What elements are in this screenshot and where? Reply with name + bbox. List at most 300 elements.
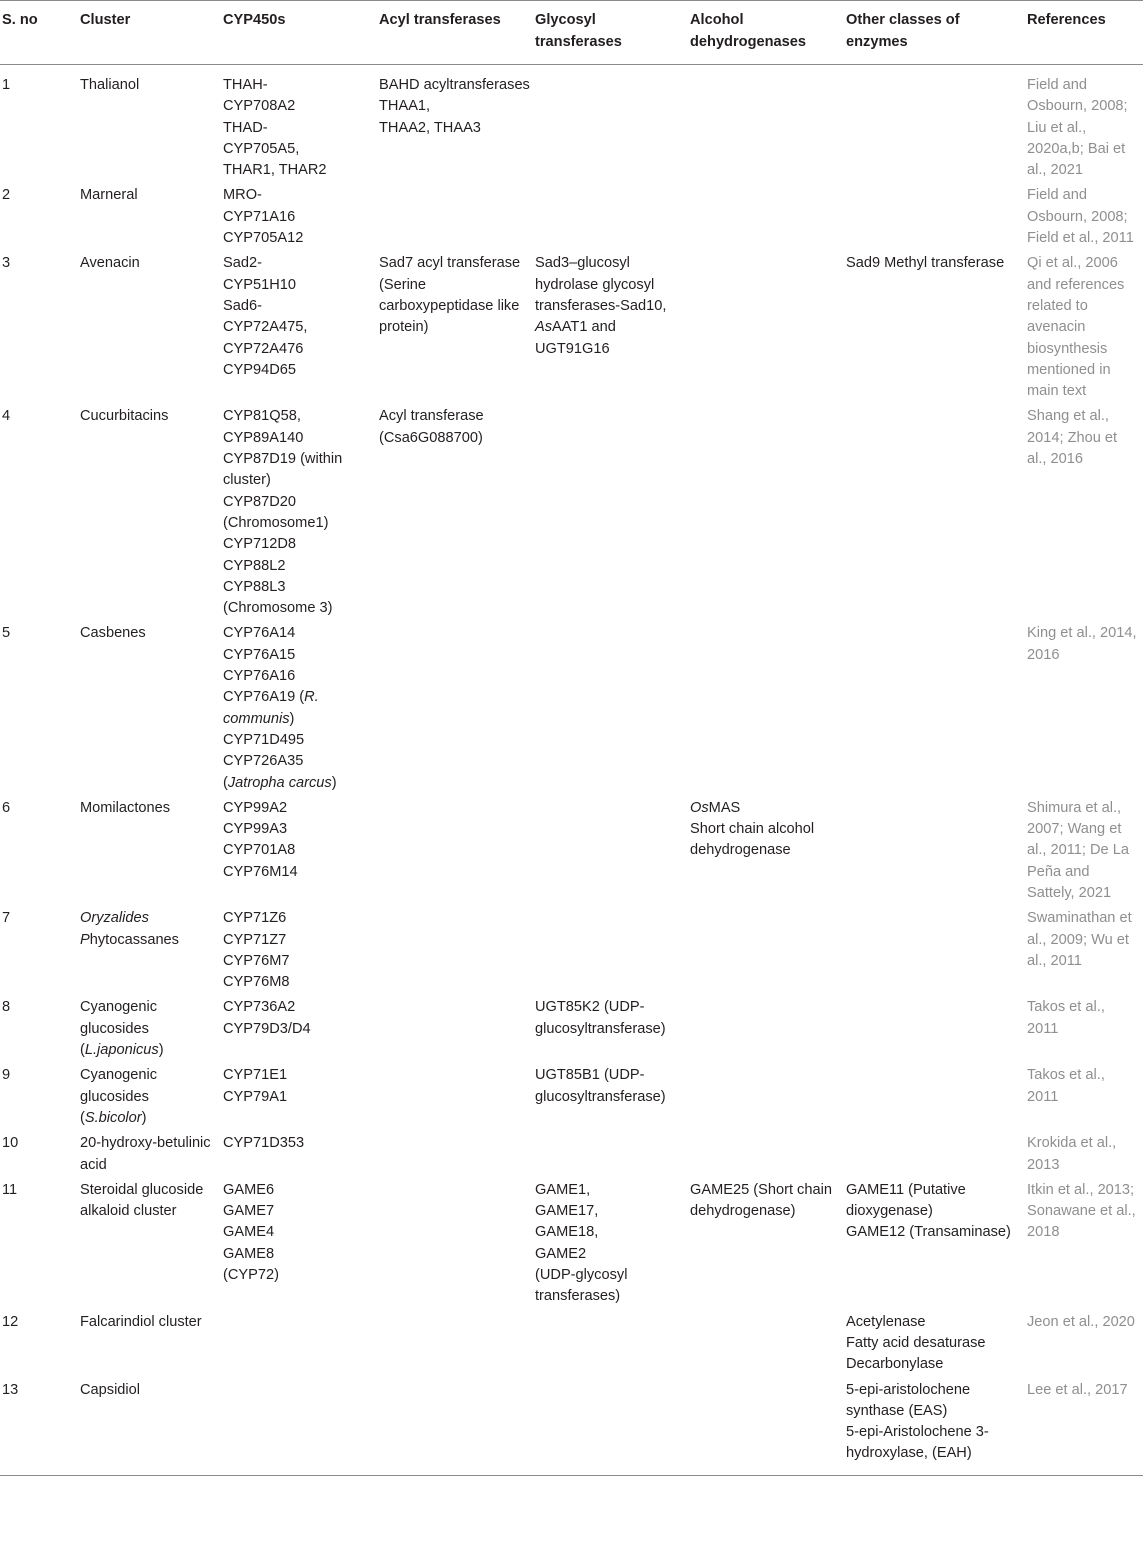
cell-cluster: [80, 908, 223, 997]
cell-references: [1027, 1180, 1143, 1312]
cell-line: [223, 862, 375, 883]
cell-text: CYP701A8: [223, 842, 296, 859]
reference-text: Shang et al., 2014; Zhou et al., 2016: [1027, 408, 1118, 468]
cell-text: CYP71A16: [223, 208, 296, 225]
cell-line: [223, 160, 375, 181]
cell-line: [223, 1222, 375, 1243]
cell-text: CYP76M7: [223, 952, 290, 969]
cell-text: ): [331, 774, 337, 791]
cell-text: UGT85B1 (UDP-glucosyltransferase): [535, 1067, 666, 1105]
cell-text: CYP712D8: [223, 536, 297, 553]
table-row: [0, 406, 1143, 623]
cell-other-enzymes: [846, 623, 1027, 797]
header-sno: S. no: [0, 1, 80, 65]
cell-other-enzymes: [846, 253, 1027, 406]
cell-references: [1027, 1065, 1143, 1133]
cell-text: Sad3–glucosyl hydrolase glycosyl transferases-Sad10,: [535, 255, 667, 314]
cell-line: [223, 296, 375, 317]
cell-text: (UDP-glycosyl transferases): [535, 1267, 628, 1305]
cell-sno: [0, 1065, 80, 1133]
cell-text: CYP51H10: [223, 276, 297, 293]
cell-text: Sad2-: [223, 255, 262, 272]
cell-alcohol-dehydrogenases: [690, 1380, 846, 1476]
cell-text: CYP94D65: [223, 361, 297, 378]
cell-line: [223, 360, 375, 381]
header-cluster: Cluster: [80, 1, 223, 65]
cell-sno: [0, 253, 80, 406]
cell-text: 10: [2, 1135, 19, 1152]
cell-text: GAME12 (Transaminase): [846, 1224, 1011, 1241]
cell-alcohol-dehydrogenases: [690, 798, 846, 908]
cell-cluster: [80, 1133, 223, 1180]
cell-cyp450s: [223, 1065, 379, 1133]
cell-line: [846, 1333, 1023, 1354]
cell-line: [223, 840, 375, 861]
cell-line: [223, 339, 375, 360]
reference-text: Krokida et al., 2013: [1027, 1135, 1117, 1173]
cell-line: [535, 1065, 686, 1108]
cell-other-enzymes: [846, 997, 1027, 1065]
cell-sno: [0, 908, 80, 997]
cell-text: 3: [2, 255, 11, 272]
cell-text: 5-epi-Aristolochene 3-hydroxylase, (EAH): [846, 1424, 989, 1462]
cell-text: Fatty acid desaturase: [846, 1334, 986, 1351]
cell-text: GAME4: [223, 1224, 275, 1241]
cell-line: [80, 997, 219, 1061]
cell-text: CYP76A16: [223, 668, 296, 685]
cell-line: [690, 798, 842, 819]
cell-line: [223, 1133, 375, 1154]
italic-text: Oryzalides: [80, 910, 149, 927]
cell-text: BAHD acyltransferases: [379, 77, 530, 93]
cell-line: [379, 75, 531, 96]
cell-line: [846, 1380, 1023, 1423]
cell-line: [80, 1180, 219, 1223]
cell-line: [223, 773, 375, 794]
cell-line: [379, 406, 531, 449]
cell-alcohol-dehydrogenases: [690, 65, 846, 186]
cell-glycosyl-transferases: [535, 908, 690, 997]
cell-cyp450s: [223, 908, 379, 997]
cell-line: [223, 75, 375, 96]
cell-alcohol-dehydrogenases: [690, 908, 846, 997]
cell-text: GAME25 (Short chain dehydrogenase): [690, 1181, 832, 1220]
italic-text: R. communis: [223, 689, 319, 727]
cell-text: Falcarindiol cluster: [80, 1313, 202, 1330]
cell-line: [223, 449, 375, 492]
cell-cyp450s: [223, 65, 379, 186]
cell-text: THAH-: [223, 77, 268, 93]
cell-line: [223, 317, 375, 338]
cell-text: 13: [2, 1381, 19, 1398]
reference-text: Jeon et al., 2020: [1027, 1313, 1135, 1330]
cell-text: CYP76A15: [223, 646, 296, 663]
cell-line: [846, 1354, 1023, 1375]
cell-line: [223, 997, 375, 1018]
cell-alcohol-dehydrogenases: [690, 253, 846, 406]
cell-cluster: [80, 798, 223, 908]
cell-line: [80, 1380, 219, 1401]
cell-text: MRO-: [223, 187, 262, 204]
cell-text: CYP79A1: [223, 1088, 288, 1105]
cell-cyp450s: [223, 1380, 379, 1476]
table-row: [0, 1380, 1143, 1476]
cell-acyl-transferases: [379, 1133, 535, 1180]
cell-cyp450s: [223, 1133, 379, 1180]
cell-references: [1027, 908, 1143, 997]
header-other-enzymes: Other classes of enzymes: [846, 1, 1027, 65]
cell-text: 1: [2, 77, 11, 93]
cell-text: Cyanogenic glucosides (: [80, 999, 158, 1059]
cell-line: [223, 406, 375, 427]
cell-text: CYP72A476: [223, 340, 304, 357]
cell-text: Decarbonylase: [846, 1356, 944, 1373]
reference-text: Swaminathan et al., 2009; Wu et al., 2011: [1027, 910, 1132, 969]
cell-alcohol-dehydrogenases: [690, 1180, 846, 1312]
cell-line: [223, 645, 375, 666]
cell-references: [1027, 185, 1143, 253]
table-row: [0, 253, 1143, 406]
header-cyp450s: CYP450s: [223, 1, 379, 65]
cell-other-enzymes: [846, 185, 1027, 253]
header-row: [0, 1, 1143, 65]
cell-text: 7: [2, 910, 11, 927]
cell-other-enzymes: [846, 1380, 1027, 1476]
cell-alcohol-dehydrogenases: [690, 185, 846, 253]
cell-text: CYP99A2: [223, 799, 288, 816]
cell-line: [80, 253, 219, 274]
cell-line: [223, 1180, 375, 1201]
cell-line: [80, 930, 219, 951]
cell-line: [846, 1422, 1023, 1465]
cell-line: [846, 1222, 1023, 1243]
cell-text: Cyanogenic glucosides (: [80, 1067, 158, 1126]
cell-line: [80, 406, 219, 427]
cell-text: Avenacin: [80, 255, 140, 272]
cell-cyp450s: [223, 623, 379, 797]
cell-line: [379, 118, 531, 139]
cell-sno: [0, 406, 80, 623]
table-row: [0, 65, 1143, 186]
cell-cyp450s: [223, 997, 379, 1065]
cell-sno: [0, 997, 80, 1065]
cell-text: 11: [2, 1181, 18, 1198]
cell-line: [535, 1222, 686, 1243]
cell-acyl-transferases: [379, 406, 535, 623]
cell-other-enzymes: [846, 1180, 1027, 1312]
cell-text: GAME1,: [535, 1181, 591, 1198]
cell-references: [1027, 253, 1143, 406]
header-acyl-transferases: Acyl transferases: [379, 1, 535, 65]
cell-alcohol-dehydrogenases: [690, 406, 846, 623]
cell-glycosyl-transferases: [535, 1133, 690, 1180]
cell-references: [1027, 997, 1143, 1065]
cell-references: [1027, 1133, 1143, 1180]
cell-sno: [0, 1380, 80, 1476]
cell-text: hytocassanes: [89, 931, 179, 948]
cell-text: UGT85K2 (UDP-glucosyltransferase): [535, 999, 666, 1037]
cell-other-enzymes: [846, 798, 1027, 908]
cell-line: [846, 253, 1023, 274]
cell-text: 20-hydroxy-betulinic acid: [80, 1135, 211, 1173]
cell-acyl-transferases: [379, 65, 535, 186]
cell-text: Acyl transferase (Csa6G088700): [379, 408, 484, 446]
reference-text: Lee et al., 2017: [1027, 1381, 1128, 1398]
table-row: [0, 997, 1143, 1065]
cell-text: 8: [2, 999, 11, 1016]
cell-sno: [0, 1312, 80, 1380]
cell-text: THAD-: [223, 119, 268, 136]
header-glycosyl-transferases: Glycosyl transferases: [535, 1, 690, 65]
cell-acyl-transferases: [379, 185, 535, 253]
cell-acyl-transferases: [379, 908, 535, 997]
cell-text: THAA1,: [379, 98, 431, 115]
cell-acyl-transferases: [379, 798, 535, 908]
cell-line: [223, 972, 375, 993]
reference-text: King et al., 2014, 2016: [1027, 625, 1137, 663]
cell-line: [223, 751, 375, 772]
cell-line: [80, 75, 219, 96]
cell-references: [1027, 798, 1143, 908]
cell-text: CYP76A14: [223, 625, 296, 642]
cell-references: [1027, 406, 1143, 623]
cell-text: 2: [2, 187, 11, 204]
cell-glycosyl-transferases: [535, 623, 690, 797]
cell-text: Capsidiol: [80, 1381, 141, 1398]
italic-text: Os: [690, 799, 709, 816]
cell-line: [223, 96, 375, 117]
cell-line: [223, 253, 375, 274]
reference-text: Takos et al., 2011: [1027, 1067, 1105, 1105]
reference-text: Qi et al., 2006 and references related to avenacin biosynthesis mentioned in main text: [1027, 255, 1125, 400]
cell-sno: [0, 1180, 80, 1312]
cell-line: [223, 1201, 375, 1222]
cell-glycosyl-transferases: [535, 253, 690, 406]
cell-references: [1027, 623, 1143, 797]
cell-line: [223, 275, 375, 296]
italic-text: Jatropha carcus: [227, 774, 332, 791]
cell-text: CYP708A2: [223, 98, 296, 115]
cell-text: THAA2, THAA3: [379, 119, 481, 136]
cell-text: CYP76A19 (: [223, 689, 305, 706]
cell-line: [223, 428, 375, 449]
cell-text: ): [141, 1109, 147, 1126]
cell-text: (CYP72): [223, 1267, 279, 1284]
cell-text: Short chain alcohol dehydrogenase: [690, 821, 815, 859]
cell-line: [223, 1265, 375, 1286]
header-references: References: [1027, 1, 1143, 65]
italic-text: L.japonicus: [84, 1042, 159, 1059]
cell-line: [223, 908, 375, 929]
cell-text: THAR1, THAR2: [223, 162, 327, 179]
cell-sno: [0, 623, 80, 797]
cell-text: AAT1 and UGT91G16: [535, 319, 616, 357]
cell-line: [223, 730, 375, 751]
cell-line: [223, 185, 375, 206]
table-body: [0, 65, 1143, 1476]
cell-cluster: [80, 406, 223, 623]
cell-sno: [0, 798, 80, 908]
italic-text: P: [80, 931, 90, 948]
table-row: [0, 908, 1143, 997]
cell-cluster: [80, 65, 223, 186]
cell-cyp450s: [223, 253, 379, 406]
cell-line: [223, 534, 375, 555]
cell-line: [223, 492, 375, 535]
cell-text: Sad6-: [223, 297, 262, 314]
cell-sno: [0, 65, 80, 186]
reference-text: Field and Osbourn, 2008; Field et al., 2011: [1027, 187, 1134, 247]
cell-cluster: [80, 253, 223, 406]
cell-line: [80, 1065, 219, 1129]
cell-cyp450s: [223, 185, 379, 253]
cell-references: [1027, 1312, 1143, 1380]
cell-line: [80, 908, 219, 929]
table-row: [0, 1133, 1143, 1180]
cell-line: [223, 228, 375, 249]
cell-text: CYP81Q58,: [223, 408, 301, 425]
cell-cluster: [80, 1380, 223, 1476]
cell-line: [223, 556, 375, 577]
cell-cluster: [80, 623, 223, 797]
cell-text: CYP88L2: [223, 557, 286, 574]
cell-text: CYP99A3: [223, 821, 288, 838]
cell-line: [223, 1065, 375, 1086]
cell-line: [690, 1180, 842, 1223]
cell-cluster: [80, 1312, 223, 1380]
cell-other-enzymes: [846, 1133, 1027, 1180]
cell-other-enzymes: [846, 65, 1027, 186]
cell-line: [379, 96, 531, 117]
reference-text: Takos et al., 2011: [1027, 999, 1105, 1037]
cell-text: GAME17,: [535, 1203, 599, 1220]
cell-text: CYP89A140: [223, 429, 304, 446]
cell-alcohol-dehydrogenases: [690, 623, 846, 797]
cell-text: 5-epi-aristolochene synthase (EAS): [846, 1381, 971, 1419]
cell-text: Sad7 acyl transferase (Serine carboxypeptidase like protein): [379, 255, 521, 336]
cell-text: Cucurbitacins: [80, 408, 169, 425]
cell-text: 5: [2, 625, 11, 642]
cell-line: [535, 1180, 686, 1201]
cell-text: CYP79D3/D4: [223, 1020, 311, 1037]
cell-acyl-transferases: [379, 1180, 535, 1312]
italic-text: As: [535, 319, 553, 336]
cell-line: [80, 623, 219, 644]
cell-glycosyl-transferases: [535, 798, 690, 908]
cell-sno: [0, 185, 80, 253]
table-row: [0, 623, 1143, 797]
reference-text: Itkin et al., 2013; Sonawane et al., 2018: [1027, 1181, 1136, 1241]
cell-text: 6: [2, 799, 11, 816]
table-row: [0, 185, 1143, 253]
cell-acyl-transferases: [379, 253, 535, 406]
cell-acyl-transferases: [379, 1312, 535, 1380]
reference-text: Field and Osbourn, 2008; Liu et al., 2020a,b; Bai et al., 2021: [1027, 77, 1128, 179]
cell-cyp450s: [223, 1312, 379, 1380]
cell-line: [223, 577, 375, 620]
cell-acyl-transferases: [379, 1380, 535, 1476]
cell-glycosyl-transferases: [535, 406, 690, 623]
header-alcohol-dehydrogenases: Alcohol dehydrogenases: [690, 1, 846, 65]
cell-text: GAME8: [223, 1245, 275, 1262]
cell-line: [223, 930, 375, 951]
cell-alcohol-dehydrogenases: [690, 997, 846, 1065]
cell-text: CYP726A35: [223, 753, 304, 770]
cell-text: MAS: [708, 799, 741, 816]
cell-line: [223, 1244, 375, 1265]
cell-glycosyl-transferases: [535, 1180, 690, 1312]
cell-line: [535, 253, 686, 359]
cell-line: [223, 118, 375, 139]
cell-text: Momilactones: [80, 799, 171, 816]
cell-cluster: [80, 1065, 223, 1133]
cell-line: [223, 623, 375, 644]
cell-text: Acetylenase: [846, 1313, 926, 1330]
cell-sno: [0, 1133, 80, 1180]
cell-cluster: [80, 1180, 223, 1312]
cell-text: CYP76M8: [223, 974, 290, 991]
cell-text: 12: [2, 1313, 19, 1330]
cell-text: 9: [2, 1067, 11, 1084]
cell-text: CYP705A12: [223, 230, 304, 247]
cell-line: [535, 1201, 686, 1222]
cell-references: [1027, 1380, 1143, 1476]
cell-text: GAME2: [535, 1245, 587, 1262]
cell-text: CYP736A2: [223, 999, 296, 1016]
reference-text: Shimura et al., 2007; Wang et al., 2011; De La Peña and Sattely, 2021: [1027, 799, 1129, 901]
cell-other-enzymes: [846, 406, 1027, 623]
cell-line: [223, 139, 375, 160]
cell-text: (: [223, 774, 228, 791]
cell-glycosyl-transferases: [535, 1065, 690, 1133]
cell-text: CYP88L3 (Chromosome 3): [223, 578, 333, 617]
cell-alcohol-dehydrogenases: [690, 1133, 846, 1180]
cell-line: [223, 207, 375, 228]
cell-text: Casbenes: [80, 625, 146, 642]
cell-line: [223, 819, 375, 840]
cell-line: [223, 687, 375, 730]
cell-line: [846, 1180, 1023, 1223]
cell-line: [535, 1244, 686, 1265]
cell-line: [80, 1312, 219, 1333]
cell-cyp450s: [223, 406, 379, 623]
cell-glycosyl-transferases: [535, 1380, 690, 1476]
cell-text: GAME6: [223, 1181, 275, 1198]
cell-text: ): [158, 1042, 164, 1059]
cell-line: [223, 1087, 375, 1108]
cell-text: Steroidal glucoside alkaloid cluster: [80, 1181, 204, 1220]
cell-text: Marneral: [80, 187, 138, 204]
cell-text: Thalianol: [80, 77, 140, 93]
cell-text: GAME11 (Putative dioxygenase): [846, 1181, 966, 1220]
cell-line: [80, 1133, 219, 1176]
cell-cyp450s: [223, 1180, 379, 1312]
cell-line: [223, 666, 375, 687]
cell-line: [535, 997, 686, 1040]
cell-acyl-transferases: [379, 997, 535, 1065]
cell-cyp450s: [223, 798, 379, 908]
cell-alcohol-dehydrogenases: [690, 1312, 846, 1380]
cell-line: [690, 819, 842, 862]
cell-other-enzymes: [846, 908, 1027, 997]
cell-line: [223, 951, 375, 972]
cell-other-enzymes: [846, 1312, 1027, 1380]
cell-cluster: [80, 997, 223, 1065]
cell-other-enzymes: [846, 1065, 1027, 1133]
cell-alcohol-dehydrogenases: [690, 1065, 846, 1133]
cell-text: CYP76M14: [223, 863, 298, 880]
cell-text: CYP87D19 (within cluster): [223, 451, 343, 489]
